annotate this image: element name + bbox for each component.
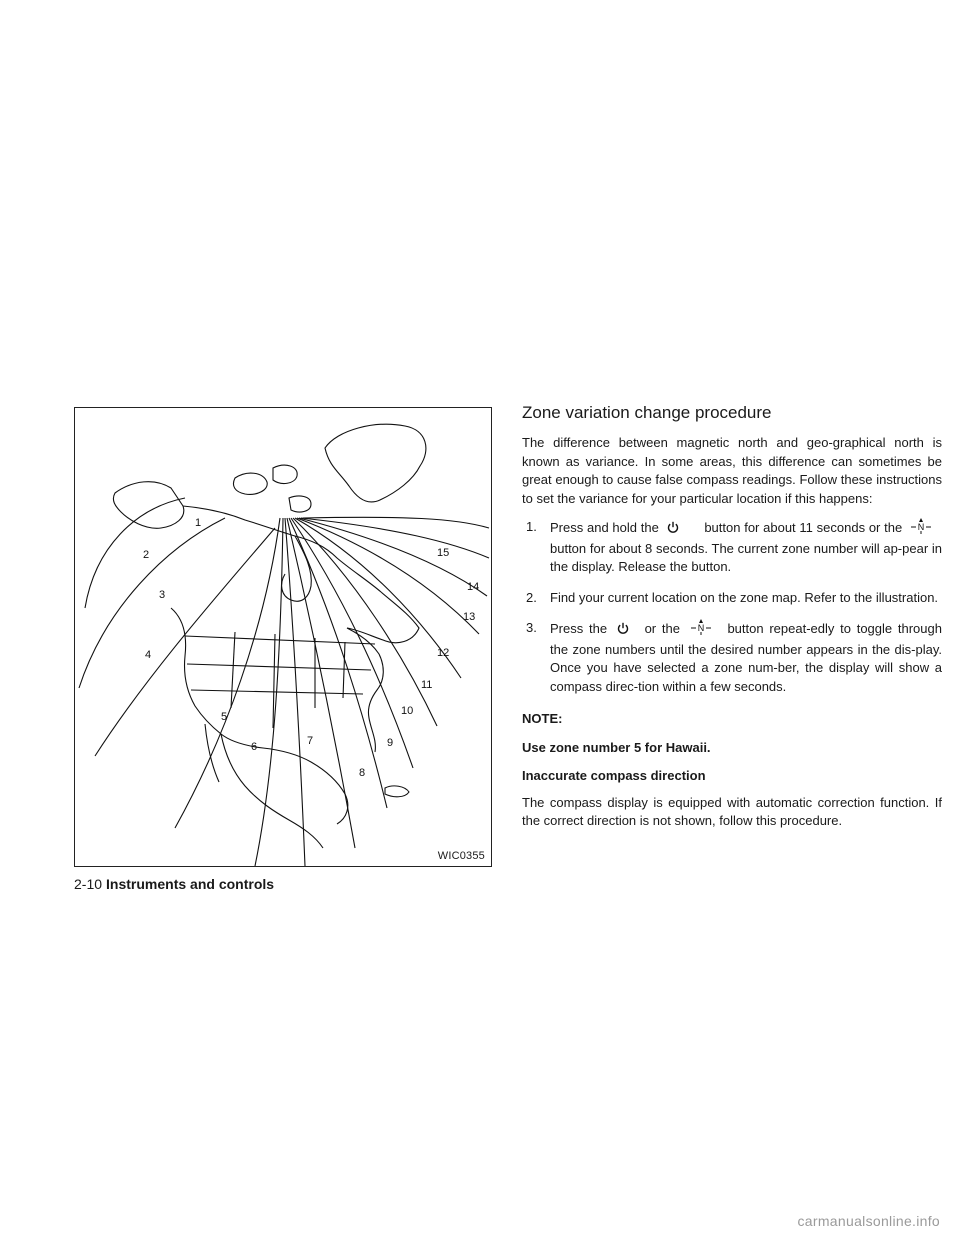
zone-label-3: 3 xyxy=(159,589,166,601)
step-1 xyxy=(524,518,942,577)
section-heading: Zone variation change procedure xyxy=(522,403,772,422)
step-number: 2. xyxy=(526,589,537,605)
step-text: Find your current location on the zone map. Refer to the illustration. xyxy=(550,589,939,605)
zone-label-2: 2 xyxy=(143,549,150,561)
step-text: Press the xyxy=(550,621,608,636)
zone-map-figure xyxy=(74,407,492,867)
zone-label-5: 5 xyxy=(221,711,228,723)
zone-label-14: 14 xyxy=(467,581,480,593)
zone-label-8: 8 xyxy=(359,767,366,779)
body-paragraph: The compass display is equipped with automatic correction function. If the correct direction is not shown, follow this procedure. xyxy=(522,794,942,828)
procedure-steps xyxy=(522,518,942,696)
compass-north-icon xyxy=(910,518,932,540)
step-text: button for about 11 seconds or the xyxy=(704,520,903,535)
svg-text:N: N xyxy=(917,522,925,532)
step-number: 3. xyxy=(526,620,537,635)
zone-label-13: 13 xyxy=(463,611,476,623)
zone-map-illustration xyxy=(75,408,491,866)
compass-north-icon xyxy=(690,619,712,641)
note-title: NOTE: xyxy=(522,711,563,726)
zone-label-11: 11 xyxy=(421,679,433,691)
zone-label-6: 6 xyxy=(251,741,258,753)
power-icon xyxy=(667,521,679,540)
power-icon xyxy=(617,622,629,641)
zone-label-7: 7 xyxy=(307,735,314,747)
page-number: 2-10 xyxy=(74,876,103,892)
step-2 xyxy=(524,589,942,608)
step-text: button for about 8 seconds. The current zone number will ap-pear in the display. Release the button. xyxy=(550,540,942,574)
zone-label-4: 4 xyxy=(145,649,152,661)
figure-code: WIC0355 xyxy=(437,850,485,862)
zone-label-12: 12 xyxy=(437,647,450,659)
zone-label-15: 15 xyxy=(437,547,450,559)
watermark: carmanualsonline.info xyxy=(797,1213,940,1229)
text-column xyxy=(522,402,942,841)
zone-label-1: 1 xyxy=(195,517,202,529)
svg-text:N: N xyxy=(697,623,704,633)
step-3 xyxy=(524,619,942,696)
step-number: 1. xyxy=(526,519,537,534)
zone-label-9: 9 xyxy=(387,737,394,749)
section-title: Instruments and controls xyxy=(106,876,275,892)
step-text: button repeat-edly to toggle through the zone numbers until the desired number appears in the dis-play. Once you have selected a zone num-ber, the display will show a compass direc-tion within a few seconds. xyxy=(550,621,942,694)
step-text: Press and hold the xyxy=(550,520,659,535)
note-text: Use zone number 5 for Hawaii. xyxy=(522,739,711,755)
zone-label-10: 10 xyxy=(401,705,414,717)
subheading: Inaccurate compass direction xyxy=(522,768,706,783)
step-text: or the xyxy=(644,621,680,636)
intro-paragraph: The difference between magnetic north and geo-graphical north is known as variance. In some areas, this difference can sometimes be great enough to cause false compass readings. Follow these instructions to set the variance for your particular location if this happens: xyxy=(522,435,942,506)
page-footer xyxy=(74,876,274,892)
